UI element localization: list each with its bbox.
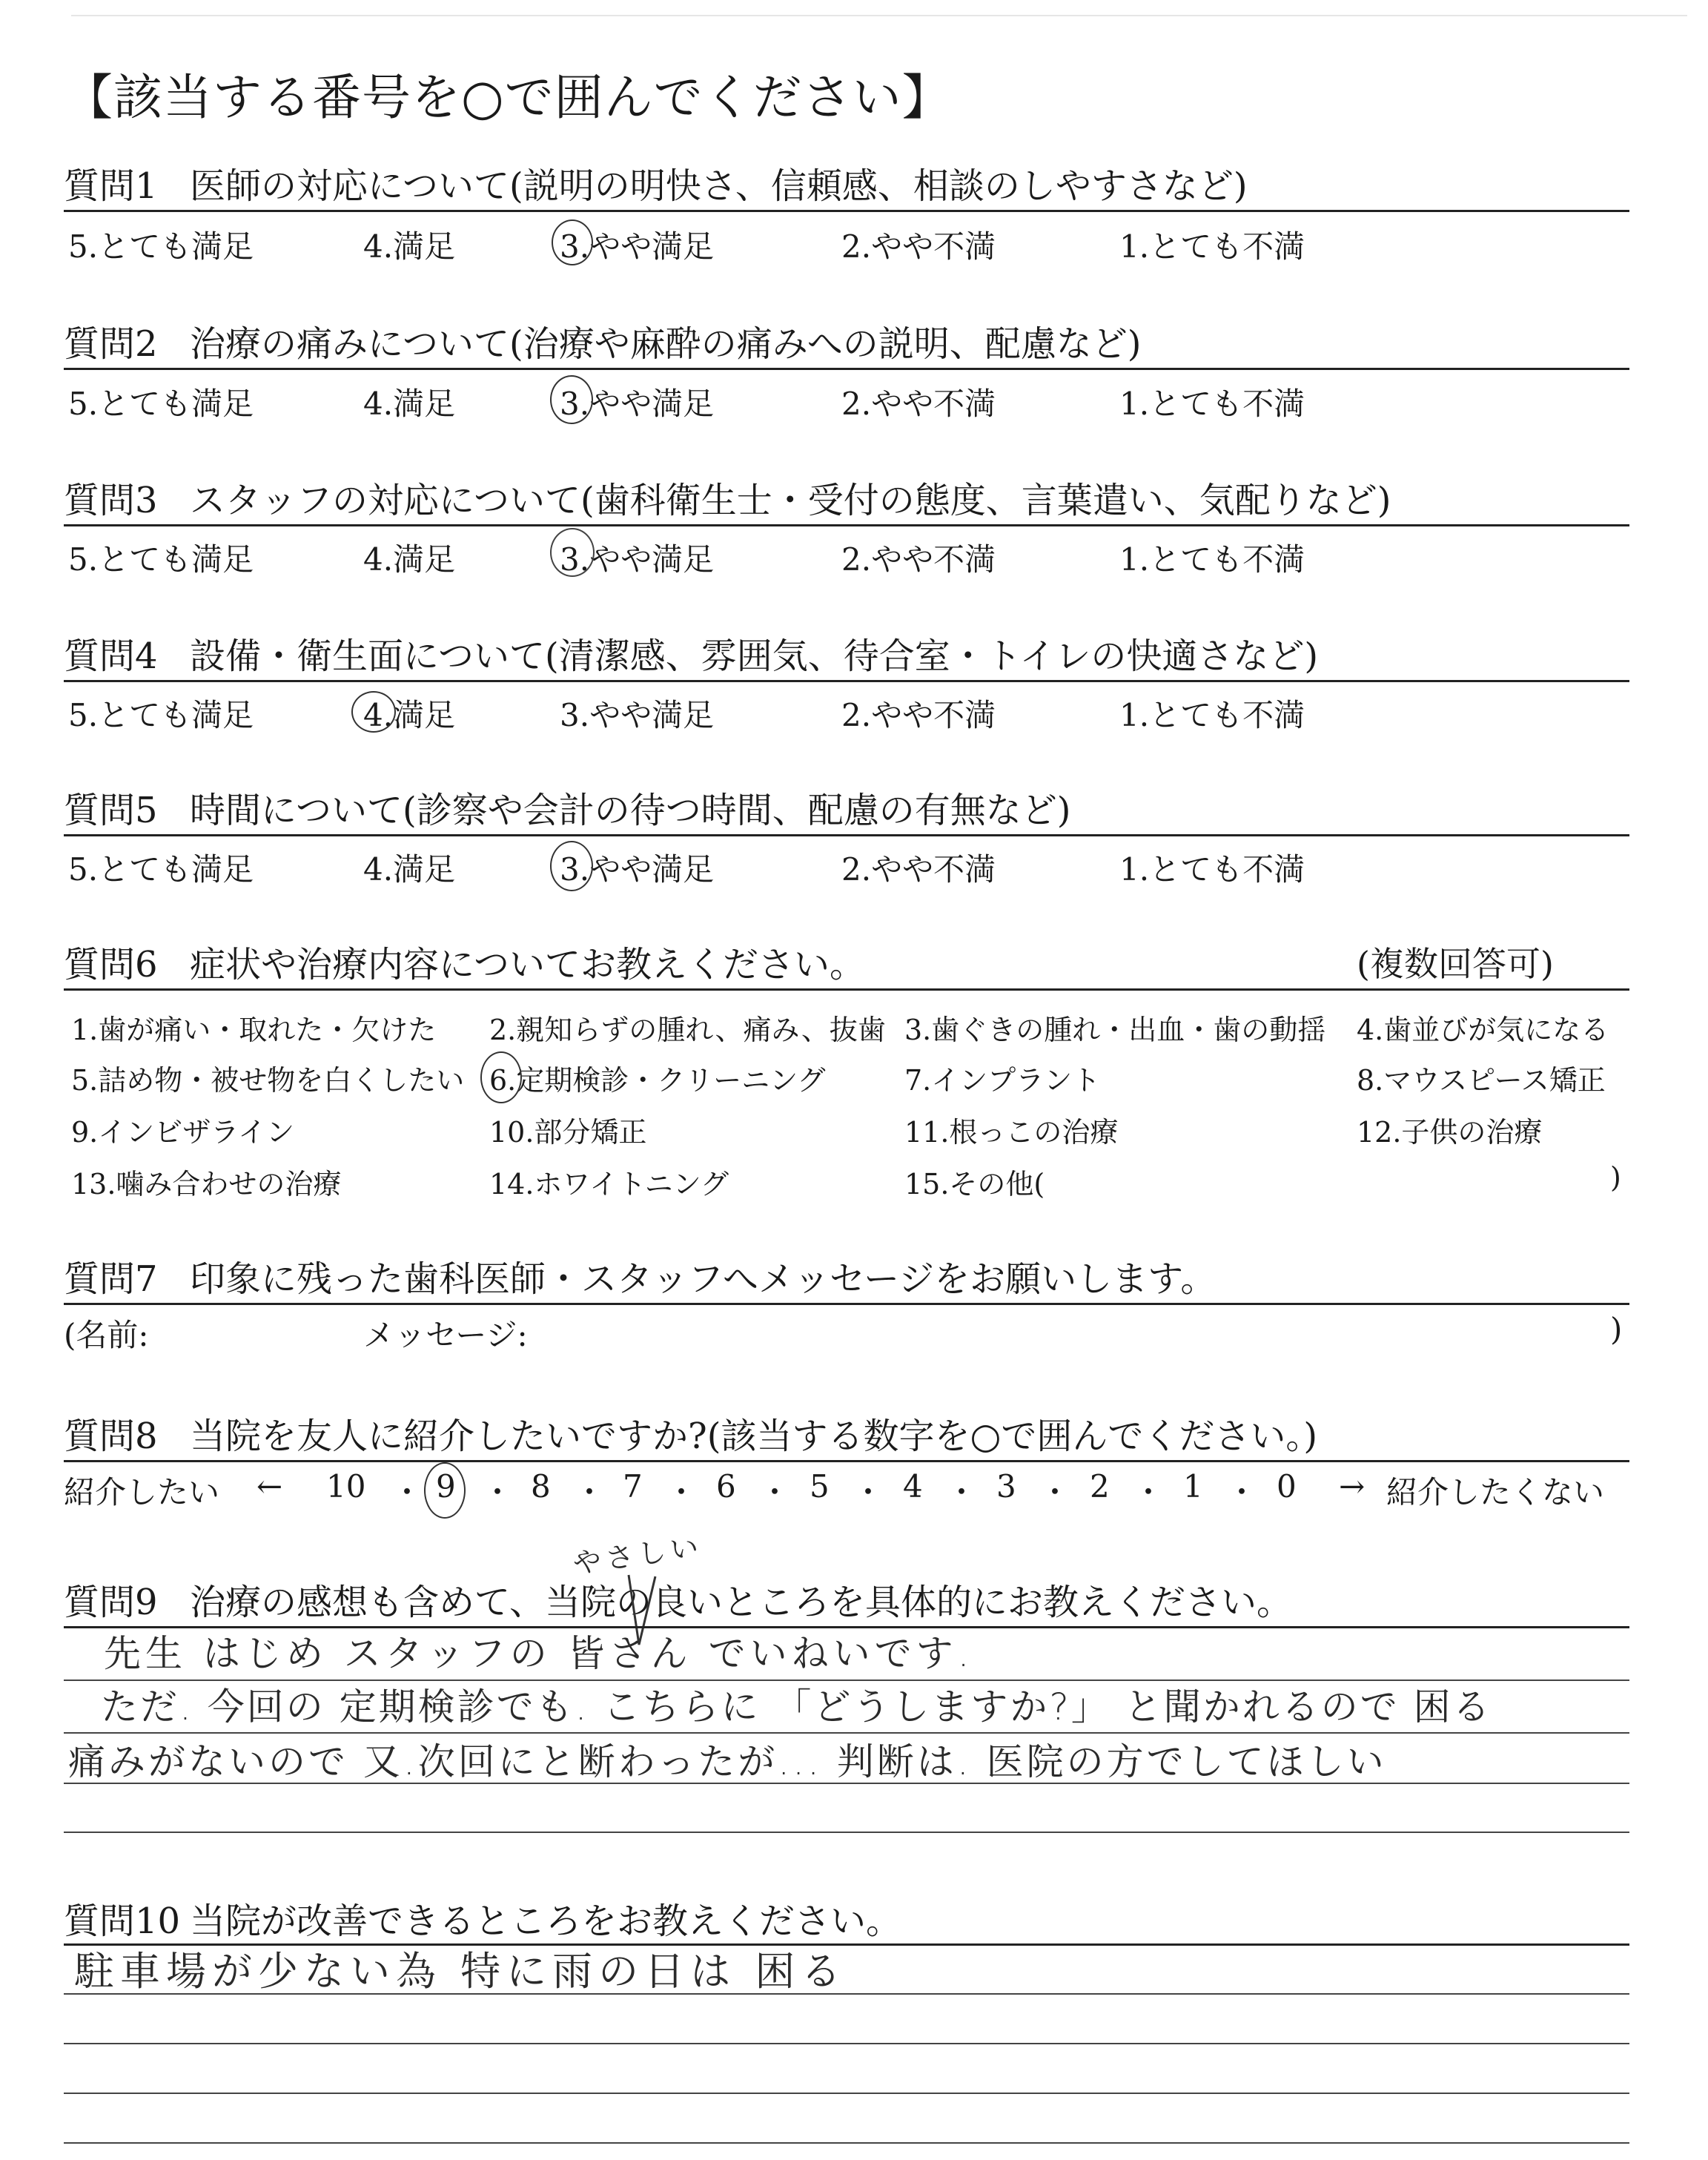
option-2[interactable]: 2.やや不満	[841, 541, 996, 578]
option-5[interactable]: 5.とても満足	[68, 541, 254, 578]
scale-left-label: 紹介したい	[64, 1474, 220, 1510]
question-text: 設備・衛生面について(清潔感、雰囲気、待合室・トイレの快適さなど)	[190, 635, 1319, 677]
scale-4[interactable]: 4	[903, 1468, 923, 1505]
scale-9[interactable]: 9	[436, 1468, 456, 1505]
divider	[64, 834, 1629, 836]
question-text: 治療の感想も含めて、当院の良いところを具体的にお教えください。	[190, 1582, 1293, 1623]
handwritten-insert: やさしい	[571, 1529, 705, 1581]
scale-2[interactable]: 2	[1090, 1468, 1110, 1505]
selection-circle	[550, 375, 593, 424]
right-arrow-icon: →	[1339, 1468, 1366, 1505]
option-3[interactable]: 3.やや満足	[560, 697, 715, 733]
dot: ・	[1039, 1474, 1071, 1510]
left-arrow-icon: ←	[256, 1468, 283, 1505]
q6-option[interactable]: 4.歯並びが気になる	[1357, 1014, 1609, 1046]
dot: ・	[946, 1474, 978, 1510]
question-number: 質問7	[64, 1258, 158, 1300]
option-3[interactable]: 3.やや満足	[560, 386, 715, 422]
scale-5[interactable]: 5	[810, 1468, 830, 1505]
option-3[interactable]: 3.やや満足	[560, 228, 715, 265]
option-2[interactable]: 2.やや不満	[841, 228, 996, 265]
question-text: 治療の痛みについて(治療や麻酔の痛みへの説明、配慮など)	[190, 323, 1142, 365]
question-7	[64, 1250, 1216, 1301]
question-number: 質問6	[64, 944, 158, 985]
scale-right-label: 紹介したくない	[1386, 1474, 1605, 1510]
q6-option[interactable]: 8.マウスピース矯正	[1357, 1064, 1606, 1097]
question-number: 質問4	[64, 635, 158, 677]
divider	[64, 1303, 1629, 1305]
option-3[interactable]: 3.やや満足	[560, 851, 715, 888]
question-9	[64, 1573, 1292, 1625]
q6-option[interactable]: 12.子供の治療	[1357, 1116, 1543, 1149]
option-1[interactable]: 1.とても不満	[1119, 851, 1305, 888]
question-1	[64, 157, 1248, 208]
name-label: (名前:	[64, 1317, 149, 1353]
divider	[64, 524, 1629, 526]
handwritten-answer-line-2: ただ. 今回の 定期検診でも. こちらに 「どうしますか?」 と聞かれるので 困る	[101, 1685, 1492, 1728]
question-number: 質問1	[64, 165, 158, 207]
dot: ・	[1133, 1474, 1165, 1510]
scale-0[interactable]: 0	[1277, 1468, 1297, 1505]
q6-option[interactable]: 14.ホワイトニング	[489, 1168, 729, 1200]
scale-8[interactable]: 8	[531, 1468, 551, 1505]
divider	[64, 1460, 1629, 1462]
question-text: スタッフの対応について(歯科衛生士・受付の態度、言葉遣い、気配りなど)	[190, 480, 1391, 521]
question-number: 質問8	[64, 1416, 158, 1457]
divider	[64, 680, 1629, 682]
q6-other-close-paren: )	[1610, 1161, 1621, 1194]
scale-10[interactable]: 10	[326, 1468, 366, 1505]
question-4	[64, 627, 1318, 678]
multiple-answers-note: (複数回答可)	[1357, 944, 1554, 984]
message-close-paren: )	[1610, 1311, 1623, 1347]
dot: ・	[482, 1474, 514, 1510]
message-label: メッセージ:	[363, 1317, 528, 1353]
page-title: 【該当する番号を○で囲んでください】	[64, 69, 952, 126]
dot: ・	[853, 1474, 884, 1510]
question-5	[64, 782, 1071, 833]
handwritten-answer-line-3: 痛みがないので 又.次回にと断わったが... 判断は. 医院の方でしてほしい	[68, 1740, 1387, 1783]
question-8	[64, 1407, 1317, 1459]
selection-circle	[424, 1462, 466, 1519]
dot: ・	[391, 1474, 423, 1510]
question-6	[64, 936, 865, 987]
handwritten-answer-line-1: 駐車場が少ない為 特に雨の日は 困る	[74, 1948, 847, 1995]
selection-circle	[550, 841, 593, 891]
option-1[interactable]: 1.とても不満	[1119, 697, 1305, 733]
dot: ・	[666, 1474, 698, 1510]
option-4[interactable]: 4.満足	[363, 228, 456, 265]
question-number: 質問2	[64, 323, 158, 365]
option-1[interactable]: 1.とても不満	[1119, 228, 1305, 265]
question-text: 症状や治療内容についてお教えください。	[190, 944, 866, 985]
option-5[interactable]: 5.とても満足	[68, 228, 254, 265]
divider	[64, 210, 1629, 212]
answer-line	[64, 2043, 1629, 2044]
option-4[interactable]: 4.満足	[363, 851, 456, 888]
option-2[interactable]: 2.やや不満	[841, 697, 996, 733]
selection-circle	[550, 528, 595, 577]
divider	[64, 368, 1629, 370]
question-number: 質問3	[64, 480, 158, 521]
q6-option[interactable]: 5.詰め物・被せ物を白くしたい	[71, 1064, 465, 1097]
selection-circle	[480, 1051, 522, 1103]
question-10	[64, 1892, 901, 1943]
answer-line	[64, 2093, 1629, 2094]
selection-circle	[552, 219, 593, 265]
question-2	[64, 315, 1142, 366]
selection-circle	[351, 691, 396, 733]
option-4[interactable]: 4.満足	[363, 697, 456, 733]
handwritten-answer-line-1: 先生 はじめ スタッフの 皆さん でいねいです.	[104, 1632, 974, 1675]
option-1[interactable]: 1.とても不満	[1119, 386, 1305, 422]
q6-option[interactable]: 10.部分矯正	[489, 1116, 647, 1149]
option-4[interactable]: 4.満足	[363, 541, 456, 578]
q6-option[interactable]: 9.インビザライン	[71, 1116, 295, 1149]
question-text: 当院が改善できるところをお教えください。	[190, 1900, 902, 1942]
divider	[64, 988, 1629, 991]
scale-1[interactable]: 1	[1183, 1468, 1203, 1505]
option-5[interactable]: 5.とても満足	[68, 851, 254, 888]
answer-line	[64, 1832, 1629, 1833]
scale-7[interactable]: 7	[623, 1468, 643, 1505]
scale-3[interactable]: 3	[996, 1468, 1016, 1505]
q6-option[interactable]: 13.噛み合わせの治療	[71, 1168, 342, 1200]
scale-6[interactable]: 6	[716, 1468, 736, 1505]
question-3	[64, 472, 1391, 523]
option-3[interactable]: 3.やや満足	[560, 541, 715, 578]
q6-option[interactable]: 15.その他(	[904, 1168, 1045, 1200]
option-5[interactable]: 5.とても満足	[68, 386, 254, 422]
option-2[interactable]: 2.やや不満	[841, 386, 996, 422]
option-5[interactable]: 5.とても満足	[68, 697, 254, 733]
question-number: 質問9	[64, 1582, 158, 1623]
dot: ・	[1226, 1474, 1258, 1510]
option-4[interactable]: 4.満足	[363, 386, 456, 422]
dot: ・	[574, 1474, 606, 1510]
answer-line	[64, 2142, 1629, 2144]
q6-option[interactable]: 11.根っこの治療	[904, 1116, 1119, 1149]
q6-option[interactable]: 3.歯ぐきの腫れ・出血・歯の動揺	[904, 1014, 1326, 1046]
option-1[interactable]: 1.とても不満	[1119, 541, 1305, 578]
page-top-edge	[71, 15, 1687, 16]
question-text: 当院を友人に紹介したいですか?(該当する数字を○で囲んでください。)	[190, 1416, 1318, 1457]
q6-option[interactable]: 7.インプラント	[904, 1064, 1101, 1097]
question-text: 印象に残った歯科医師・スタッフへメッセージをお願いします。	[190, 1258, 1217, 1300]
question-text: 時間について(診察や会計の待つ時間、配慮の有無など)	[190, 790, 1071, 831]
question-number: 質問10	[64, 1900, 181, 1942]
option-2[interactable]: 2.やや不満	[841, 851, 996, 888]
q6-option[interactable]: 2.親知らずの腫れ、痛み、抜歯	[489, 1014, 886, 1046]
dot: ・	[759, 1474, 791, 1510]
question-text: 医師の対応について(説明の明快さ、信頼感、相談のしやすさなど)	[190, 165, 1248, 207]
q6-option[interactable]: 6.定期検診・クリーニング	[489, 1064, 826, 1097]
q6-option[interactable]: 1.歯が痛い・取れた・欠けた	[71, 1014, 437, 1046]
question-number: 質問5	[64, 790, 158, 831]
